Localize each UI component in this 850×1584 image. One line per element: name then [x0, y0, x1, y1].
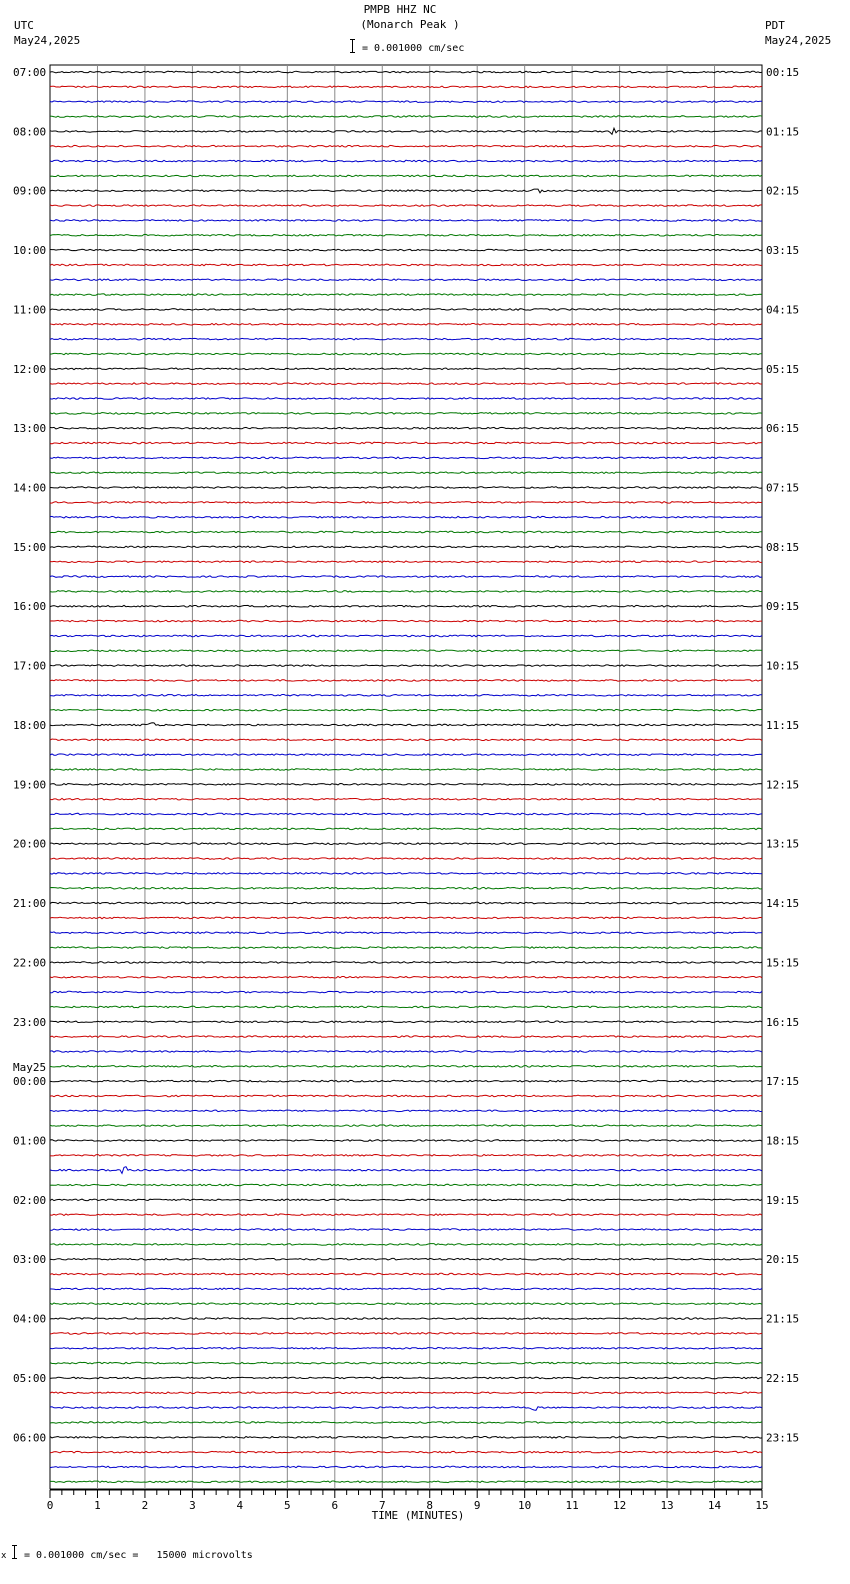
x-tick-label: 9	[473, 1499, 481, 1512]
trace-line	[50, 680, 762, 682]
x-tick-label: 0	[46, 1499, 54, 1512]
trace-line	[50, 502, 762, 504]
trace-line	[50, 1347, 762, 1349]
trace-line	[50, 1466, 762, 1468]
trace-line	[50, 1377, 762, 1379]
left-date: May24,2025	[14, 34, 81, 47]
trace-line	[50, 368, 762, 370]
trace-line	[50, 1437, 762, 1439]
trace-line	[50, 591, 762, 593]
trace-line	[50, 472, 762, 474]
utc-hour-label: 13:00	[13, 422, 47, 436]
pdt-hour-label: 18:15	[766, 1134, 800, 1148]
trace-line	[50, 1095, 762, 1097]
trace-line	[50, 234, 762, 236]
trace-line	[50, 1184, 762, 1186]
utc-hour-label: 06:00	[13, 1431, 47, 1445]
x-axis-label: TIME (MINUTES)	[371, 1509, 465, 1522]
trace-line	[50, 398, 762, 400]
trace-line	[50, 86, 762, 88]
trace-line	[50, 1333, 762, 1335]
utc-hour-label: 08:00	[13, 125, 47, 139]
pdt-hour-label: 03:15	[766, 244, 800, 258]
trace-line	[50, 1199, 762, 1201]
pdt-hour-label: 10:15	[766, 659, 800, 673]
plot-frame	[50, 65, 762, 1489]
trace-line	[50, 309, 762, 311]
pdt-hour-label: 09:15	[766, 600, 800, 614]
pdt-hour-label: 00:15	[766, 66, 800, 79]
utc-hour-label: 17:00	[13, 659, 47, 673]
trace-line	[50, 413, 762, 415]
trace-line	[50, 189, 762, 193]
pdt-hour-label: 20:15	[766, 1253, 800, 1267]
trace-line	[50, 1273, 762, 1275]
pdt-hour-label: 17:15	[766, 1075, 800, 1089]
trace-line	[50, 665, 762, 667]
trace-line	[50, 917, 762, 919]
trace-line	[50, 71, 762, 73]
x-tick-label: 14	[707, 1499, 722, 1512]
pdt-hour-label: 05:15	[766, 362, 800, 376]
trace-line	[50, 1214, 762, 1216]
utc-hour-label: 01:00	[13, 1134, 47, 1148]
trace-line	[50, 145, 762, 147]
trace-line	[50, 264, 762, 266]
trace-line	[50, 1407, 762, 1411]
x-tick-label: 10	[518, 1499, 532, 1512]
trace-line	[50, 1080, 762, 1082]
pdt-hour-label: 16:15	[766, 1015, 800, 1029]
trace-line	[50, 1451, 762, 1453]
footer-scale-bar-icon	[14, 1545, 15, 1559]
trace-line	[50, 976, 762, 978]
trace-line	[50, 932, 762, 934]
trace-line	[50, 620, 762, 622]
trace-line	[50, 947, 762, 949]
trace-line	[50, 723, 762, 726]
trace-line	[50, 991, 762, 993]
trace-line	[50, 1155, 762, 1157]
grid	[50, 65, 762, 1489]
pdt-hour-label: 13:15	[766, 837, 800, 851]
utc-hour-label: 00:00	[13, 1075, 47, 1089]
trace-line	[50, 1288, 762, 1290]
trace-line	[50, 338, 762, 340]
trace-line	[50, 1318, 762, 1320]
trace-line	[50, 1481, 762, 1483]
trace-line	[50, 1140, 762, 1142]
x-tick-label: 8	[426, 1499, 434, 1512]
utc-hour-label: 12:00	[13, 362, 47, 376]
station-title: PMPB HHZ NC	[363, 3, 437, 16]
trace-line	[50, 828, 762, 830]
trace-line	[50, 383, 762, 385]
utc-hour-label: 15:00	[13, 540, 47, 554]
right-timezone: PDT	[765, 19, 785, 32]
trace-line	[50, 1006, 762, 1008]
trace-line	[50, 798, 762, 800]
utc-hour-label: 03:00	[13, 1253, 47, 1267]
trace-line	[50, 546, 762, 548]
x-tick-label: 13	[660, 1499, 674, 1512]
trace-line	[50, 128, 762, 134]
pdt-hour-label: 08:15	[766, 540, 800, 554]
trace-line	[50, 1258, 762, 1260]
trace-line	[50, 858, 762, 860]
utc-hour-label: 09:00	[13, 184, 47, 198]
pdt-hour-label: 15:15	[766, 956, 800, 970]
utc-hour-label: 20:00	[13, 837, 47, 851]
x-tick-label: 6	[331, 1499, 339, 1512]
footer-scale-label: = 0.001000 cm/sec = 15000 microvolts	[24, 1550, 253, 1561]
x-tick-label: 7	[378, 1499, 386, 1512]
trace-line	[50, 101, 762, 103]
trace-line	[50, 813, 762, 815]
right-date: May24,2025	[765, 34, 832, 47]
x-tick-label: 4	[236, 1499, 244, 1512]
trace-line	[50, 205, 762, 207]
utc-hour-label: 14:00	[13, 481, 47, 495]
scale-label: = 0.001000 cm/sec	[362, 43, 465, 54]
trace-line	[50, 1110, 762, 1112]
x-tick-label: 5	[284, 1499, 291, 1512]
trace-line	[50, 175, 762, 177]
trace-line	[50, 353, 762, 355]
trace-line	[50, 695, 762, 697]
trace-line	[50, 279, 762, 281]
date-change-label: May25	[13, 1061, 47, 1075]
pdt-hour-label: 19:15	[766, 1193, 800, 1207]
utc-hour-label: 07:00	[13, 66, 47, 79]
trace-line	[50, 873, 762, 875]
x-tick-label: 1	[94, 1499, 101, 1512]
pdt-hour-label: 12:15	[766, 778, 800, 792]
trace-line	[50, 294, 762, 296]
trace-line	[50, 843, 762, 845]
pdt-hour-label: 23:15	[766, 1431, 800, 1445]
trace-line	[50, 427, 762, 429]
pdt-hour-label: 07:15	[766, 481, 800, 495]
trace-line	[50, 160, 762, 162]
trace-line	[50, 457, 762, 459]
trace-line	[50, 1303, 762, 1305]
trace-line	[50, 1362, 762, 1364]
x-tick-label: 15	[755, 1499, 769, 1512]
trace-line	[50, 605, 762, 607]
trace-line	[50, 1066, 762, 1068]
pdt-hour-label: 11:15	[766, 718, 800, 732]
x-tick-label: 11	[565, 1499, 579, 1512]
trace-line	[50, 887, 762, 889]
trace-line	[50, 769, 762, 771]
utc-hour-label: 19:00	[13, 778, 47, 792]
pdt-hour-label: 22:15	[766, 1371, 800, 1385]
trace-line	[50, 1392, 762, 1394]
utc-hour-label: 21:00	[13, 897, 47, 911]
trace-line	[50, 116, 762, 118]
trace-line	[50, 902, 762, 904]
trace-line	[50, 784, 762, 786]
utc-hour-label: 02:00	[13, 1193, 47, 1207]
trace-line	[50, 754, 762, 756]
trace-line	[50, 1229, 762, 1231]
x-tick-label: 12	[612, 1499, 627, 1512]
pdt-hour-label: 04:15	[766, 303, 800, 317]
trace-line	[50, 487, 762, 489]
utc-hour-label: 05:00	[13, 1371, 47, 1385]
x-tick-label: 3	[189, 1499, 196, 1512]
trace-line	[50, 1036, 762, 1038]
trace-line	[50, 561, 762, 563]
utc-hour-label: 10:00	[13, 244, 47, 258]
pdt-hour-label: 14:15	[766, 897, 800, 911]
trace-line	[50, 962, 762, 964]
utc-hour-label: 11:00	[13, 303, 47, 317]
trace-line	[50, 709, 762, 711]
utc-hour-label: 22:00	[13, 956, 47, 970]
utc-hour-label: 23:00	[13, 1015, 47, 1029]
utc-hour-label: 16:00	[13, 600, 47, 614]
trace-line	[50, 739, 762, 741]
pdt-hour-label: 01:15	[766, 125, 800, 139]
left-timezone: UTC	[14, 19, 34, 32]
trace-line	[50, 1125, 762, 1127]
pdt-hour-label: 02:15	[766, 184, 800, 198]
traces	[50, 71, 762, 1482]
utc-hour-label: 18:00	[13, 718, 47, 732]
pdt-hour-label: 06:15	[766, 422, 800, 436]
footer-scale-prefix: x	[1, 1551, 7, 1561]
trace-line	[50, 635, 762, 637]
trace-line	[50, 1021, 762, 1023]
trace-line	[50, 650, 762, 652]
trace-line	[50, 249, 762, 251]
trace-line	[50, 1244, 762, 1246]
trace-line	[50, 1167, 762, 1174]
trace-line	[50, 531, 762, 533]
trace-line	[50, 576, 762, 578]
utc-hour-label: 04:00	[13, 1312, 47, 1326]
trace-line	[50, 442, 762, 444]
pdt-hour-label: 21:15	[766, 1312, 800, 1326]
trace-line	[50, 1422, 762, 1424]
trace-line	[50, 220, 762, 222]
station-location: (Monarch Peak )	[360, 18, 460, 31]
trace-line	[50, 1051, 762, 1053]
x-tick-label: 2	[141, 1499, 149, 1512]
trace-line	[50, 516, 762, 518]
trace-line	[50, 324, 762, 326]
